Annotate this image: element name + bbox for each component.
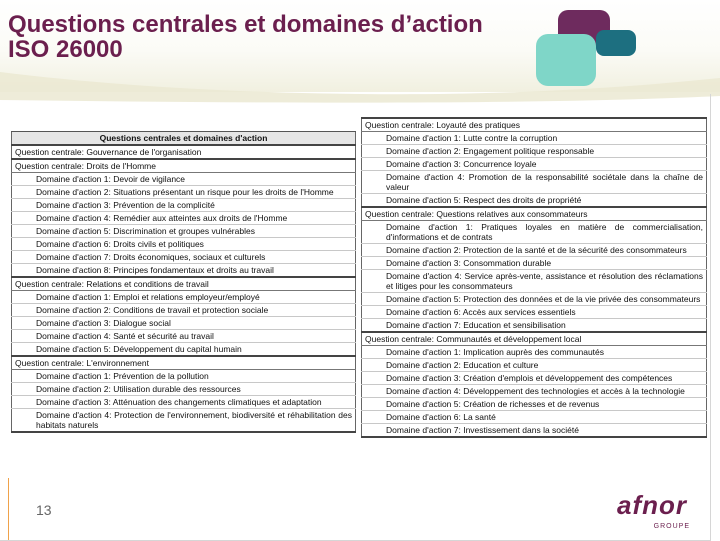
question-row	[362, 332, 707, 346]
domain-row	[12, 304, 356, 317]
domaine-action: Domaine d'action 3: Consommation durable	[362, 257, 707, 270]
domaine-action: Domaine d'action 2: Utilisation durable des ressources	[12, 383, 356, 396]
domaine-action: Domaine d'action 1: Pratiques loyales en matière de commercialisation, d'informations et de contrats	[362, 221, 707, 244]
afnor-group-label: GROUPE	[653, 523, 690, 530]
domain-row	[362, 398, 707, 411]
domaine-action: Domaine d'action 6: Droits civils et politiques	[12, 238, 356, 251]
domaine-action: Domaine d'action 5: Respect des droits de propriété	[362, 194, 707, 208]
question-centrale: Question centrale: Droits de l'Homme	[12, 159, 356, 173]
table-header: Questions centrales et domaines d'action	[12, 132, 356, 146]
domain-row	[12, 370, 356, 383]
question-centrale: Question centrale: Loyauté des pratiques	[362, 118, 707, 132]
domain-row	[362, 194, 707, 208]
domain-row	[362, 346, 707, 359]
domaine-action: Domaine d'action 6: Accès aux services essentiels	[362, 306, 707, 319]
domaine-action: Domaine d'action 7: Investissement dans la société	[362, 424, 707, 438]
page-number: 13	[36, 502, 52, 518]
domaine-action: Domaine d'action 4: Service après-vente, assistance et résolution des réclamations et litiges pour les consommateurs	[362, 270, 707, 293]
domain-row	[12, 409, 356, 433]
question-row	[12, 159, 356, 173]
domain-row	[12, 173, 356, 186]
domain-row	[362, 132, 707, 145]
domaine-action: Domaine d'action 1: Emploi et relations employeur/employé	[12, 291, 356, 304]
question-row	[12, 356, 356, 370]
question-row	[362, 207, 707, 221]
domaine-action: Domaine d'action 3: Concurrence loyale	[362, 158, 707, 171]
domaine-action: Domaine d'action 7: Education et sensibilisation	[362, 319, 707, 333]
domain-row	[362, 293, 707, 306]
domain-row	[12, 212, 356, 225]
domaine-action: Domaine d'action 1: Prévention de la pollution	[12, 370, 356, 383]
domain-row	[12, 238, 356, 251]
domaine-action: Domaine d'action 4: Remédier aux atteintes aux droits de l'Homme	[12, 212, 356, 225]
slide-title: Questions centrales et domaines d’action ISO 26000	[8, 11, 483, 63]
domaine-action: Domaine d'action 5: Discrimination et groupes vulnérables	[12, 225, 356, 238]
question-row	[12, 277, 356, 291]
domaine-action: Domaine d'action 4: Santé et sécurité au travail	[12, 330, 356, 343]
domaine-action: Domaine d'action 2: Situations présentant un risque pour les droits de l'Homme	[12, 186, 356, 199]
right-table	[361, 117, 707, 438]
domaine-action: Domaine d'action 5: Création de richesses et de revenus	[362, 398, 707, 411]
domain-row	[12, 383, 356, 396]
left-table	[11, 131, 356, 433]
domain-row	[362, 306, 707, 319]
domain-row	[12, 225, 356, 238]
domain-row	[362, 257, 707, 270]
question-row	[12, 145, 356, 159]
domaine-action: Domaine d'action 3: Dialogue social	[12, 317, 356, 330]
question-centrale: Question centrale: L'environnement	[12, 356, 356, 370]
domaine-action: Domaine d'action 3: Création d'emplois et développement des compétences	[362, 372, 707, 385]
afnor-logo	[594, 486, 710, 536]
domain-row	[362, 158, 707, 171]
domaine-action: Domaine d'action 4: Promotion de la responsabilité sociétale dans la chaîne de valeur	[362, 171, 707, 194]
domain-row	[362, 171, 707, 194]
domaine-action: Domaine d'action 3: Atténuation des changements climatiques et adaptation	[12, 396, 356, 409]
domaine-action: Domaine d'action 1: Devoir de vigilance	[12, 173, 356, 186]
domaine-action: Domaine d'action 1: Lutte contre la corruption	[362, 132, 707, 145]
domaine-action: Domaine d'action 5: Développement du capital humain	[12, 343, 356, 357]
domaine-action: Domaine d'action 4: Protection de l'environnement, biodiversité et réhabilitation des habitats naturels	[12, 409, 356, 433]
domain-row	[362, 385, 707, 398]
domain-row	[12, 317, 356, 330]
question-centrale: Question centrale: Questions relatives aux consommateurs	[362, 207, 707, 221]
table-header-row	[12, 132, 356, 146]
domain-row	[362, 319, 707, 333]
domain-row	[362, 424, 707, 438]
domain-row	[12, 343, 356, 357]
domain-row	[362, 244, 707, 257]
domaine-action: Domaine d'action 8: Principes fondamentaux et droits au travail	[12, 264, 356, 278]
domain-row	[362, 372, 707, 385]
afnor-wordmark: afnor	[617, 490, 687, 520]
domain-row	[362, 359, 707, 372]
question-centrale: Question centrale: Gouvernance de l'organisation	[12, 145, 356, 159]
domaine-action: Domaine d'action 2: Conditions de travail et protection sociale	[12, 304, 356, 317]
domaine-action: Domaine d'action 2: Education et culture	[362, 359, 707, 372]
domain-row	[12, 291, 356, 304]
domaine-action: Domaine d'action 1: Implication auprès des communautés	[362, 346, 707, 359]
domain-row	[12, 186, 356, 199]
domain-row	[12, 199, 356, 212]
domain-row	[362, 221, 707, 244]
domain-row	[12, 251, 356, 264]
domain-row	[12, 264, 356, 278]
domaine-action: Domaine d'action 7: Droits économiques, sociaux et culturels	[12, 251, 356, 264]
question-centrale: Question centrale: Communautés et développement local	[362, 332, 707, 346]
domaine-action: Domaine d'action 3: Prévention de la complicité	[12, 199, 356, 212]
domaine-action: Domaine d'action 4: Développement des technologies et accès à la technologie	[362, 385, 707, 398]
question-centrale: Question centrale: Relations et conditions de travail	[12, 277, 356, 291]
domaine-action: Domaine d'action 6: La santé	[362, 411, 707, 424]
accent-rule	[8, 478, 9, 540]
domain-row	[12, 396, 356, 409]
domain-row	[362, 411, 707, 424]
domain-row	[12, 330, 356, 343]
question-row	[362, 118, 707, 132]
brand-squares-icon	[528, 4, 648, 90]
domain-row	[362, 270, 707, 293]
domain-row	[362, 145, 707, 158]
domaine-action: Domaine d'action 5: Protection des données et de la vie privée des consommateurs	[362, 293, 707, 306]
domaine-action: Domaine d'action 2: Protection de la santé et de la sécurité des consommateurs	[362, 244, 707, 257]
domaine-action: Domaine d'action 2: Engagement politique responsable	[362, 145, 707, 158]
